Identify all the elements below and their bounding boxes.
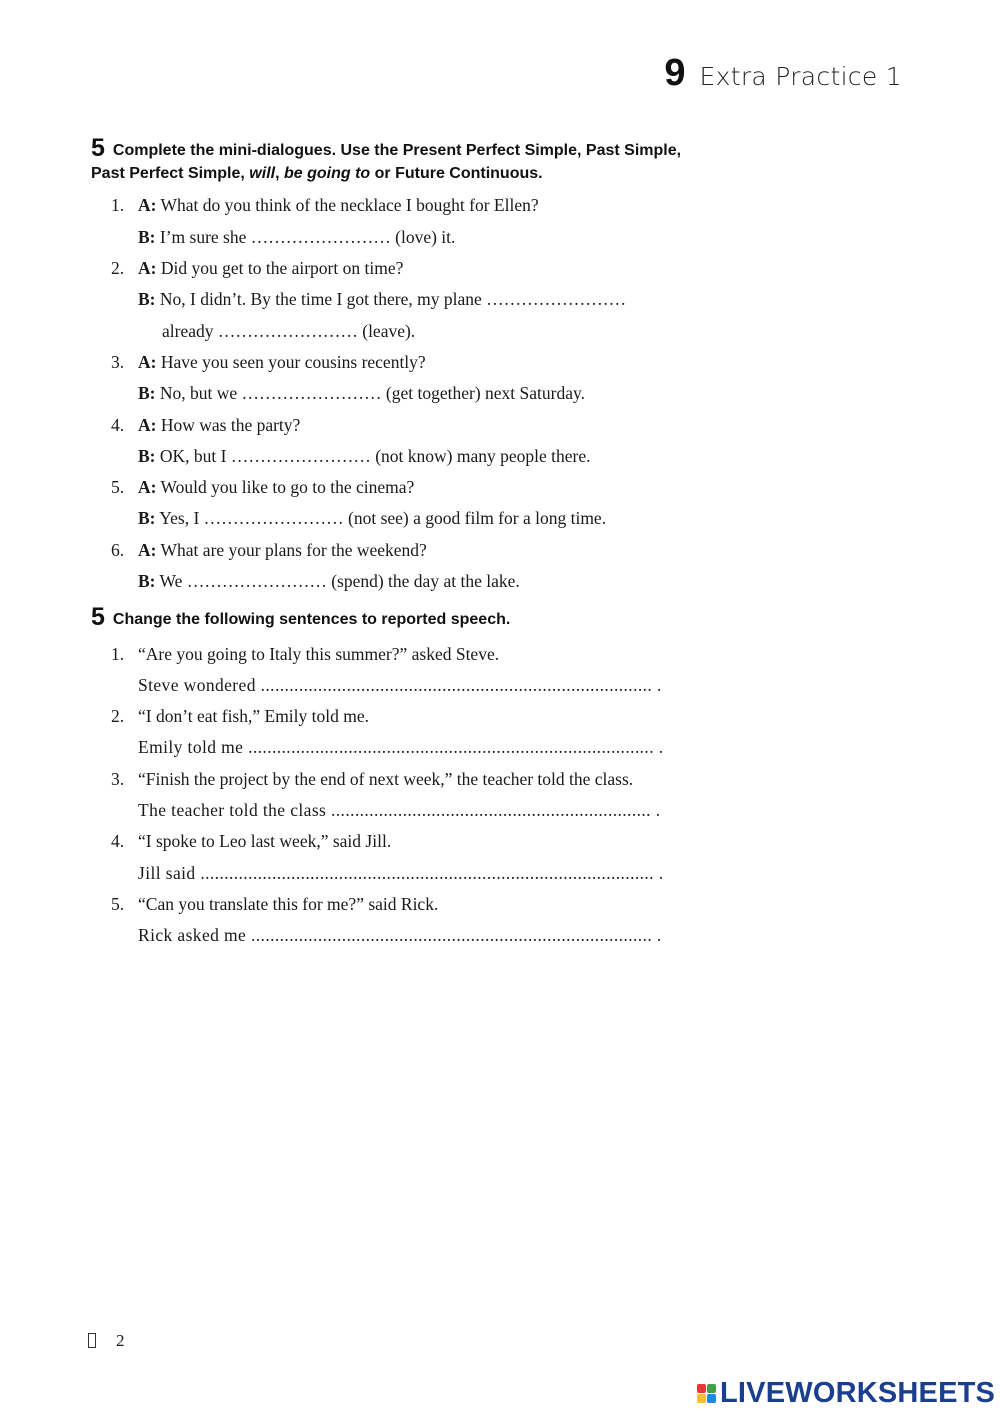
instruction-will: will	[249, 165, 276, 182]
speaker-b-label: B:	[138, 227, 156, 247]
gap-fill-text[interactable]: No, but we …………………… (get together) next Saturday.	[155, 383, 585, 403]
ex1-line-b-continued[interactable]: already …………………… (leave).	[162, 321, 416, 341]
exercise-1-instruction-line2: Past Perfect Simple,	[91, 165, 250, 182]
line-text: Would you like to go to the cinema?	[156, 477, 415, 497]
speaker-b-label: B:	[138, 289, 156, 309]
ex1-item-number: 3.	[111, 352, 125, 372]
ex1-item-number: 6.	[111, 540, 125, 560]
ex1-line-b[interactable]	[138, 446, 591, 467]
unit-title: Extra Practice 1	[699, 62, 902, 91]
ex1-line-a	[138, 352, 426, 373]
ex1-item-number: 4.	[111, 415, 125, 435]
speaker-a-label: A:	[138, 415, 157, 435]
ex2-item-number: 4.	[111, 831, 125, 851]
gap-fill-text[interactable]: No, I didn’t. By the time I got there, my plane ……………………	[155, 289, 627, 309]
ex1-line-a	[138, 258, 403, 279]
gap-fill-text[interactable]: Yes, I …………………… (not see) a good film for a long time.	[155, 508, 607, 528]
speaker-a-label: A:	[138, 258, 157, 278]
instruction-going-to: be going to	[283, 165, 371, 182]
exercise-2-instruction: Change the following sentences to reported speech.	[112, 611, 511, 628]
line-text: How was the party?	[156, 415, 301, 435]
instruction-line2-end: or Future Continuous.	[370, 165, 543, 182]
speaker-b-label: B:	[138, 571, 156, 591]
line-text: What are your plans for the weekend?	[156, 540, 427, 560]
ex1-line-b[interactable]	[138, 571, 520, 592]
liveworksheets-logo-icon	[697, 1384, 716, 1403]
exercise-2-number: 5	[91, 603, 105, 631]
ex2-item-number: 3.	[111, 769, 125, 789]
ex1-line-b[interactable]	[138, 383, 585, 404]
page-number: 2	[116, 1331, 125, 1350]
ex2-prompt: “Finish the project by the end of next week,” the teacher told the class.	[138, 769, 634, 789]
ex2-item-number: 2.	[111, 706, 125, 726]
speaker-b-label: B:	[138, 383, 156, 403]
ex1-line-b[interactable]	[138, 289, 626, 310]
ex2-item-number: 5.	[111, 894, 125, 914]
exercise-2-heading	[91, 605, 731, 631]
ex2-item-number: 1.	[111, 644, 125, 664]
speaker-a-label: A:	[138, 540, 157, 560]
ex2-answer-line[interactable]: Emily told me ..................................................................................... .	[138, 737, 664, 757]
speaker-a-label: A:	[138, 195, 157, 215]
exercise-1-number: 5	[91, 134, 105, 162]
ex1-item-number: 5.	[111, 477, 125, 497]
ex1-line-a	[138, 195, 539, 216]
exercise-1-heading	[91, 136, 731, 185]
gap-fill-text[interactable]: We …………………… (spend) the day at the lake.	[155, 571, 520, 591]
ex2-answer-line[interactable]: Steve wondered .................................................................................. .	[138, 675, 662, 695]
ex1-line-a	[138, 415, 300, 436]
gap-fill-text[interactable]: OK, but I …………………… (not know) many people there.	[155, 446, 591, 466]
gap-fill-text[interactable]: I’m sure she …………………… (love) it.	[155, 227, 456, 247]
ex1-line-b[interactable]	[138, 227, 455, 248]
page-marker-icon	[88, 1333, 96, 1348]
speaker-a-label: A:	[138, 477, 157, 497]
ex2-prompt: “Are you going to Italy this summer?” asked Steve.	[138, 644, 500, 664]
ex1-item-number: 2.	[111, 258, 125, 278]
line-text: Have you seen your cousins recently?	[156, 352, 426, 372]
ex1-line-b[interactable]	[138, 508, 606, 529]
line-text: What do you think of the necklace I bought for Ellen?	[156, 195, 539, 215]
unit-header	[664, 52, 902, 95]
ex2-answer-line[interactable]: The teacher told the class ................................................................... .	[138, 800, 661, 820]
ex2-prompt: “I spoke to Leo last week,” said Jill.	[138, 831, 392, 851]
ex2-prompt: “I don’t eat fish,” Emily told me.	[138, 706, 370, 726]
line-text: Did you get to the airport on time?	[156, 258, 404, 278]
unit-number: 9	[664, 52, 686, 94]
speaker-b-label: B:	[138, 508, 156, 528]
speaker-b-label: B:	[138, 446, 156, 466]
instruction-comma: ,	[275, 165, 284, 182]
ex2-prompt: “Can you translate this for me?” said Rick.	[138, 894, 439, 914]
liveworksheets-logo	[697, 1377, 995, 1410]
speaker-a-label: A:	[138, 352, 157, 372]
ex2-answer-line[interactable]: Jill said ............................................................................................... .	[138, 863, 664, 883]
exercise-1-instruction-line1: Complete the mini-dialogues. Use the Present Perfect Simple, Past Simple,	[112, 142, 682, 159]
liveworksheets-wordmark: LIVEWORKSHEETS	[720, 1377, 996, 1409]
ex1-line-a	[138, 540, 427, 561]
ex1-line-a	[138, 477, 414, 498]
ex2-answer-line[interactable]: Rick asked me .................................................................................... .	[138, 925, 662, 945]
ex1-item-number: 1.	[111, 195, 125, 215]
